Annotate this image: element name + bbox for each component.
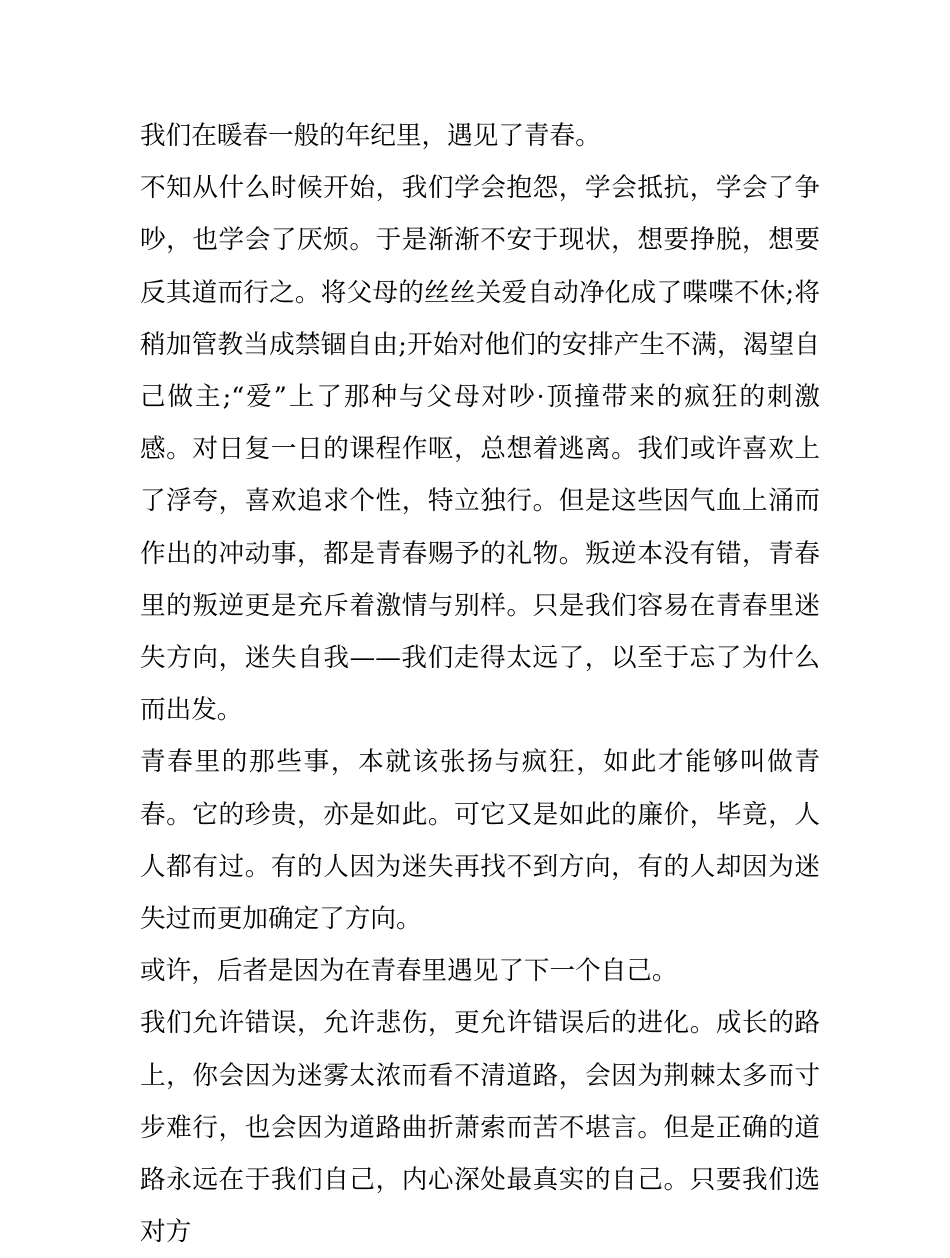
paragraph: 或许，后者是因为在青春里遇见了下一个自己。 (140, 956, 678, 987)
paragraph: 不知从什么时候开始，我们学会抱怨，学会抵抗，学会了争吵，也学会了厌烦。于是渐渐不安于现状，想要挣脱，想要反其道而行之。将父母的丝丝关爱自动净化成了喋喋不休;将稍加管教当成禁锢自由;开始对他们的安排产生不满，渴望自己做主;“爱”上了那种与父母对吵·顶撞带来的疯狂的刺激感。对日复一日的课程作呕，总想着逃离。我们或许喜欢上了浮夸，喜欢追求个性，特立独行。但是这些因气血上涌而作出的冲动事，都是青春赐予的礼物。叛逆本没有错，青春里的叛逆更是充斥着激情与别样。只是我们容易在青春里迷失方向，迷失自我——我们走得太远了，以至于忘了为什么而出发。 (140, 173, 820, 726)
body-text (140, 110, 820, 1258)
paragraph: 青春里的那些事，本就该张扬与疯狂，如此才能够叫做青春。它的珍贵，亦是如此。可它又是如此的廉价，毕竟，人人都有过。有的人因为迷失再找不到方向，有的人却因为迷失过而更加确定了方向。 (140, 747, 820, 935)
paragraph: 我们在暖春一般的年纪里，遇见了青春。 (140, 121, 601, 151)
paragraph: 我们允许错误，允许悲伤，更允许错误后的进化。成长的路上，你会因为迷雾太浓而看不清道路，会因为荆棘太多而寸步难行，也会因为道路曲折萧索而苦不堪言。但是正确的道路永远在于我们自己，内心深处最真实的自己。只要我们选对方 (140, 1008, 820, 1248)
